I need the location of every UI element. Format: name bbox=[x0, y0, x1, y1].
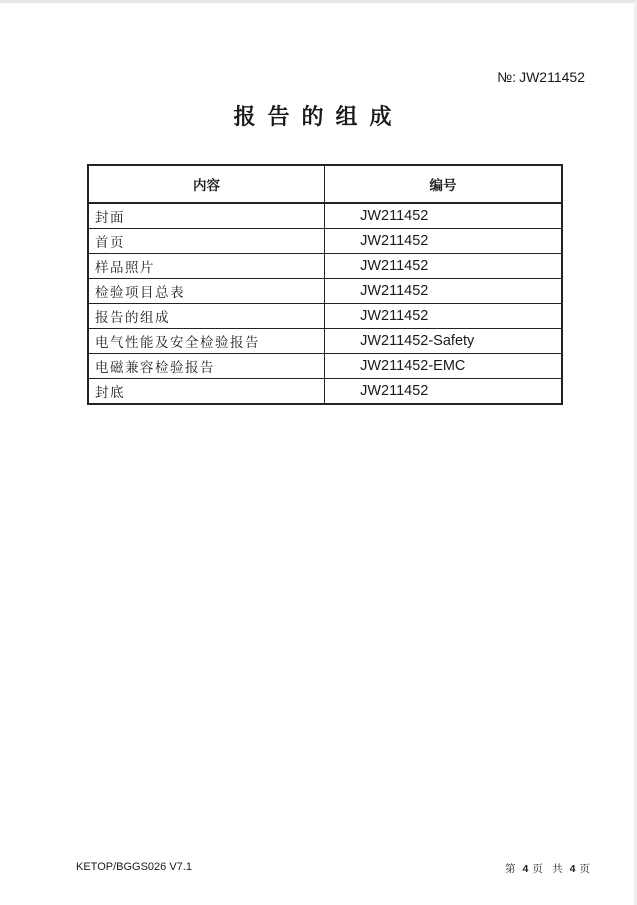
row-number: JW211452 bbox=[325, 203, 562, 229]
table-row bbox=[88, 379, 562, 405]
row-number: JW211452-Safety bbox=[325, 329, 562, 354]
table-row bbox=[88, 254, 562, 279]
table-row bbox=[88, 203, 562, 229]
table-header-row bbox=[88, 165, 562, 203]
row-content: 检验项目总表 bbox=[88, 279, 325, 304]
column-header-number: 编号 bbox=[325, 165, 562, 203]
row-number: JW211452 bbox=[325, 279, 562, 304]
table-row bbox=[88, 329, 562, 354]
report-contents-table bbox=[87, 164, 563, 405]
row-content: 首页 bbox=[88, 229, 325, 254]
page-prefix: 第 bbox=[504, 863, 519, 875]
page-total: 4 bbox=[569, 863, 576, 875]
row-content: 电磁兼容检验报告 bbox=[88, 354, 325, 379]
row-content: 电气性能及安全检验报告 bbox=[88, 329, 325, 354]
table-row bbox=[88, 229, 562, 254]
row-number: JW211452-EMC bbox=[325, 354, 562, 379]
table-row bbox=[88, 279, 562, 304]
row-content: 样品照片 bbox=[88, 254, 325, 279]
page-suffix: 页 bbox=[579, 863, 593, 875]
page-indicator bbox=[505, 861, 593, 876]
page-title: 报告的组成 bbox=[233, 104, 404, 130]
page-middle: 页 共 bbox=[532, 863, 566, 875]
row-number: JW211452 bbox=[325, 229, 562, 254]
report-number-value: JW211452 bbox=[519, 69, 585, 85]
report-number bbox=[497, 69, 585, 85]
form-code: KETOP/BGGS026 V7.1 bbox=[76, 861, 192, 873]
report-number-prefix: №: bbox=[497, 69, 517, 85]
row-content: 封底 bbox=[88, 379, 325, 405]
row-number: JW211452 bbox=[325, 304, 562, 329]
row-number: JW211452 bbox=[360, 383, 429, 399]
row-number: JW211452 bbox=[325, 254, 562, 279]
page-top-edge bbox=[0, 0, 637, 3]
row-content: 封面 bbox=[88, 203, 325, 229]
table-row bbox=[88, 304, 562, 329]
table-row bbox=[88, 354, 562, 379]
column-header-content: 内容 bbox=[88, 165, 325, 203]
page-current: 4 bbox=[522, 863, 529, 875]
row-content: 报告的组成 bbox=[88, 304, 325, 329]
